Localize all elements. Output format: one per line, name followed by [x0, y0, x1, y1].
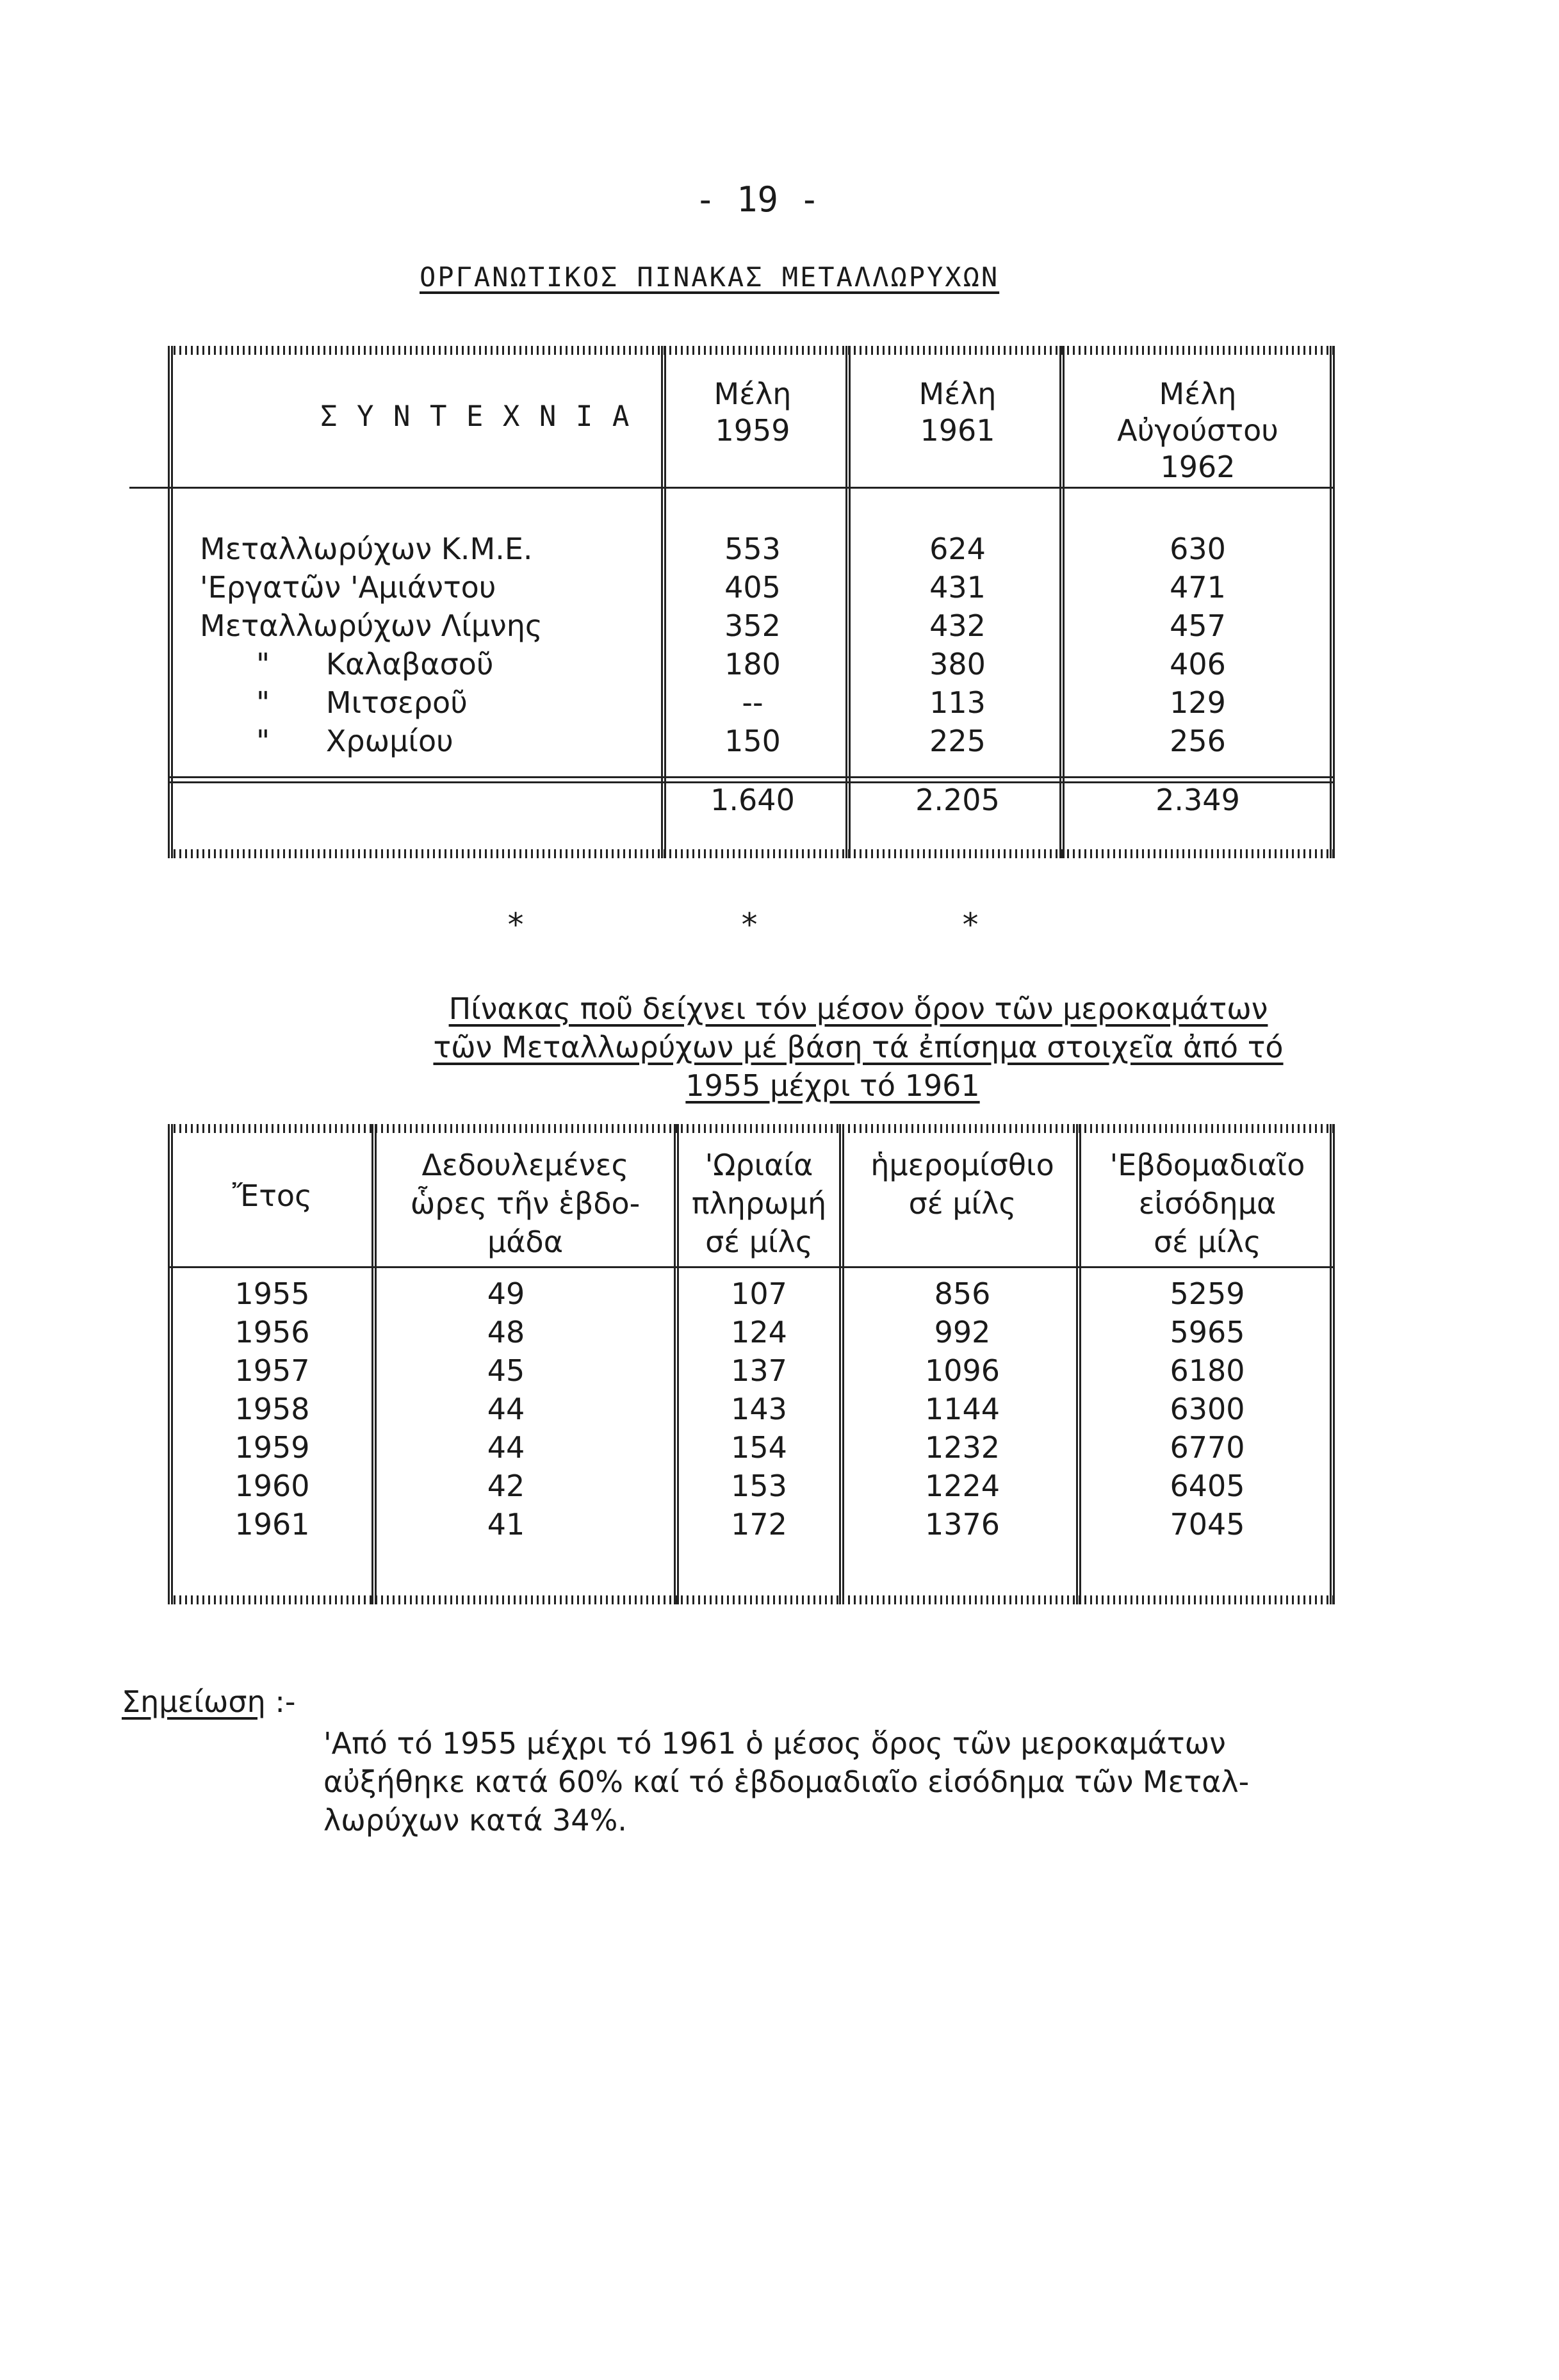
total-1961: 2.205: [915, 783, 1000, 817]
total-1959: 1.640: [710, 783, 795, 817]
separator-star: *: [961, 906, 981, 943]
weekly-hours: 45: [487, 1353, 525, 1388]
note-label: [122, 1684, 295, 1719]
hourly-pay: 154: [731, 1430, 787, 1465]
year: 1956: [234, 1315, 310, 1349]
members-1962: 457: [1170, 608, 1226, 643]
union-name: " Καλαβασοῦ: [256, 647, 494, 681]
total-1962: 2.349: [1155, 783, 1240, 817]
page-number: - 19 -: [695, 179, 820, 220]
note-label-suffix: :-: [275, 1684, 296, 1719]
daily-wage: 1376: [924, 1507, 1000, 1542]
weekly-income: 6180: [1170, 1353, 1245, 1388]
daily-wage: 1096: [924, 1353, 1000, 1388]
union-name: Μεταλλωρύχων Λίμνης: [200, 608, 543, 643]
members-1961: 432: [929, 608, 986, 643]
note-line-1: 'Από τό 1955 μέχρι τό 1961 ὁ μέσος ὅρος τῶν μεροκαμάτων: [323, 1726, 1226, 1761]
members-1959: 405: [724, 570, 781, 605]
members-1962: 129: [1170, 685, 1226, 720]
year: 1960: [234, 1469, 310, 1503]
weekly-hours: 48: [487, 1315, 525, 1349]
table2-header-year: Ἔτος: [232, 1178, 313, 1213]
table2-header-hourly-l1: 'Ωριαία: [705, 1148, 813, 1182]
hourly-pay: 107: [731, 1276, 787, 1311]
hourly-pay: 172: [731, 1507, 787, 1542]
table2-header-daily-l1: ἡμερομίσθιο: [870, 1148, 1054, 1182]
table1-header-1962-month: Αὐγούστου: [1117, 413, 1278, 448]
year: 1959: [234, 1430, 310, 1465]
weekly-income: 6405: [1170, 1469, 1245, 1503]
year: 1957: [234, 1353, 310, 1388]
weekly-hours: 42: [487, 1469, 525, 1503]
members-1962: 406: [1170, 647, 1226, 681]
table1-header-1959-label: Μέλη: [714, 377, 792, 411]
table1-header-1962-label: Μέλη: [1159, 377, 1237, 411]
daily-wage: 856: [934, 1276, 991, 1311]
year: 1955: [234, 1276, 310, 1311]
table1-header-unions: Σ Υ Ν Τ Ε Χ Ν Ι Α: [320, 400, 631, 433]
table2-header-daily-l2: σέ μίλς: [908, 1186, 1016, 1221]
separator-star: *: [506, 906, 526, 943]
daily-wage: 992: [934, 1315, 991, 1349]
table1-header-1962-year: 1962: [1160, 450, 1236, 484]
weekly-income: 5259: [1170, 1276, 1245, 1311]
weekly-income: 6300: [1170, 1392, 1245, 1426]
union-name: 'Εργατῶν 'Αμιάντου: [200, 570, 496, 605]
year: 1958: [234, 1392, 310, 1426]
table2-header-weekly-l2: εἰσόδημα: [1138, 1186, 1277, 1221]
table2-title-line1: Πίνακας ποῦ δείχνει τόν μέσον ὅρον τῶν μεροκαμάτων: [448, 991, 1268, 1026]
table2-header-weekly-l3: σέ μίλς: [1154, 1225, 1261, 1259]
daily-wage: 1144: [924, 1392, 1000, 1426]
weekly-hours: 49: [487, 1276, 525, 1311]
table1-header-1961-label: Μέλη: [918, 377, 997, 411]
members-1962: 256: [1170, 724, 1226, 758]
members-1961: 380: [929, 647, 986, 681]
table1-header-1961-year: 1961: [920, 413, 995, 448]
hourly-pay: 137: [731, 1353, 787, 1388]
daily-wage: 1224: [924, 1469, 1000, 1503]
table2-header-hourly-l2: πληρωμή: [691, 1186, 827, 1221]
members-1961: 431: [929, 570, 986, 605]
weekly-income: 6770: [1170, 1430, 1245, 1465]
note-line-3: λωρύχων κατά 34%.: [323, 1803, 627, 1838]
weekly-income: 7045: [1170, 1507, 1245, 1542]
members-1959: 180: [724, 647, 781, 681]
year: 1961: [234, 1507, 310, 1542]
separator-star: *: [740, 906, 760, 943]
members-1959: --: [742, 685, 763, 720]
union-name: " Μιτσεροῦ: [256, 685, 468, 720]
hourly-pay: 143: [731, 1392, 787, 1426]
table2-title-line2: τῶν Μεταλλωρύχων μέ βάση τά ἐπίσημα στοιχεῖα ἀπό τό: [433, 1030, 1284, 1064]
weekly-hours: 44: [487, 1430, 525, 1465]
note-label-text: Σημείωση: [122, 1684, 266, 1719]
weekly-hours: 41: [487, 1507, 525, 1542]
note-line-2: αὐξήθηκε κατά 60% καί τό ἑβδομαδιαῖο εἰσόδημα τῶν Μεταλ-: [323, 1765, 1250, 1799]
table2-title-line3: 1955 μέχρι τό 1961: [685, 1068, 980, 1103]
members-1959: 553: [724, 532, 781, 566]
table2-header-hours-l1: Δεδουλεμένες: [421, 1148, 629, 1182]
table2-header-hourly-l3: σέ μίλς: [705, 1225, 813, 1259]
members-1961: 624: [929, 532, 986, 566]
hourly-pay: 153: [731, 1469, 787, 1503]
members-1962: 630: [1170, 532, 1226, 566]
members-1959: 150: [724, 724, 781, 758]
union-name: Μεταλλωρύχων Κ.Μ.Ε.: [200, 532, 533, 566]
table1-header-1959-year: 1959: [715, 413, 790, 448]
weekly-income: 5965: [1170, 1315, 1245, 1349]
union-name: " Χρωμίου: [256, 724, 453, 758]
table2-header-weekly-l1: 'Εβδομαδιαῖο: [1109, 1148, 1305, 1182]
members-1962: 471: [1170, 570, 1226, 605]
weekly-hours: 44: [487, 1392, 525, 1426]
members-1959: 352: [724, 608, 781, 643]
table2-header-hours-l3: μάδα: [487, 1225, 564, 1259]
hourly-pay: 124: [731, 1315, 787, 1349]
table2-header-hours-l2: ὧρες τῆν ἑβδο-: [410, 1186, 641, 1221]
members-1961: 225: [929, 724, 986, 758]
table1-title: ΟΡΓΑΝΩΤΙΚΟΣ ΠΙΝΑΚΑΣ ΜΕΤΑΛΛΩΡΥΧΩΝ: [420, 261, 1000, 293]
members-1961: 113: [929, 685, 986, 720]
daily-wage: 1232: [924, 1430, 1000, 1465]
